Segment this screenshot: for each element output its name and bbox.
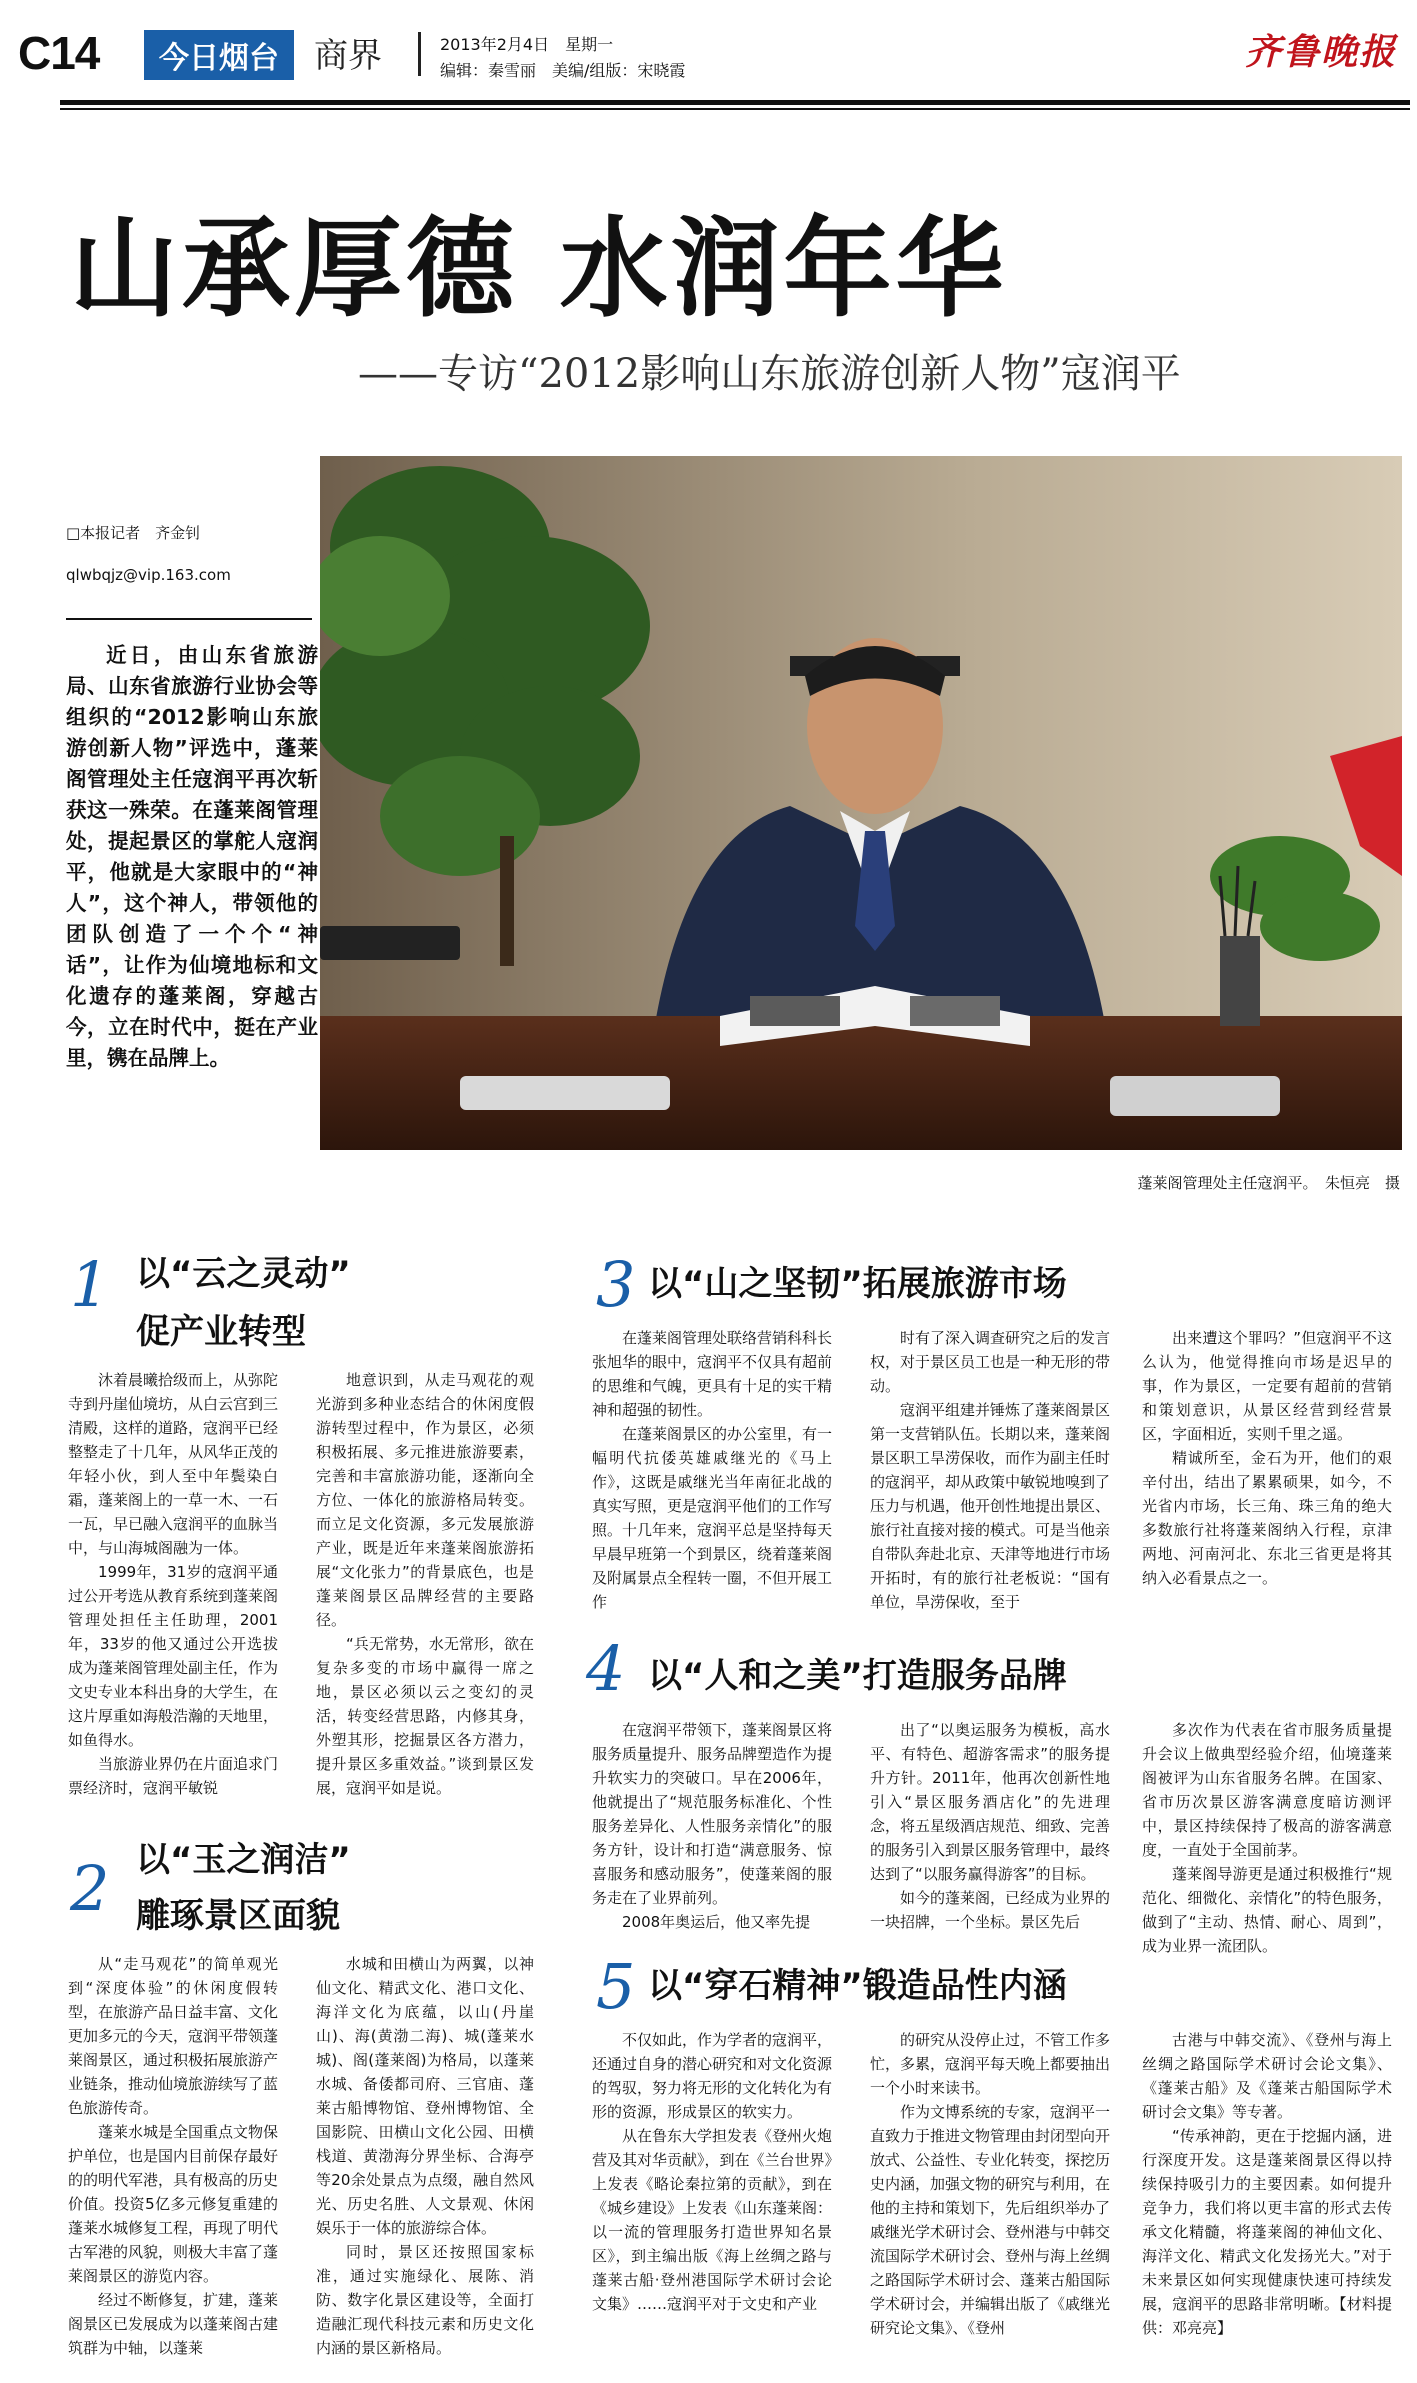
header-rule-thick	[60, 100, 1410, 105]
section-5-column-3	[1142, 2028, 1392, 2340]
section-2-column-2	[316, 1952, 534, 2360]
paragraph: 如今的蓬莱阁，已经成为业界的一块招牌，一个坐标。景区先后	[870, 1889, 1111, 1931]
section-2-number: 2	[70, 1852, 110, 1925]
section-5-column-1	[592, 2028, 832, 2316]
editors-credit: 编辑：秦雪丽 美编/组版：宋晓霞	[440, 61, 686, 80]
paragraph: 多次作为代表在省市服务质量提升会议上做典型经验介绍，仙境蓬莱阁被评为山东省服务名牌。在国家、省市历次景区游客满意度暗访测评中，景区持续保持了极高的游客满意度，一直处于全国前茅。	[1142, 1721, 1392, 1859]
section-4-column-1	[592, 1718, 832, 1934]
section-4-column-2	[870, 1718, 1110, 1934]
paragraph: 在蓬莱阁景区的办公室里，有一幅明代抗倭英雄戚继光的《马上作》，这既是戚继光当年南征北战的真实写照，更是寇润平他们的工作写照。十几年来，寇润平总是坚持每天早晨早班第一个到景区，绕着蓬莱阁及附属景点全程转一圈，不但开展工作	[592, 1425, 833, 1611]
paragraph: 在寇润平带领下，蓬莱阁景区将服务质量提升、服务品牌塑造作为提升软实力的突破口。早在2006年，他就提出了“规范服务标准化、个性服务差异化、人性服务亲情化”的服务方针，设计和打造“满意服务、惊喜服务和感动服务”，使蓬莱阁的服务走在了业界前列。	[592, 1721, 833, 1907]
paragraph: 经过不断修复，扩建，蓬莱阁景区已发展成为以蓬莱阁古建筑群为中轴，以蓬莱	[68, 2291, 279, 2357]
paragraph: 水城和田横山为两翼，以神仙文化、精武文化、港口文化、海洋文化为底蕴，以山(丹崖山)、海(黄渤二海)、城(蓬莱水城)、阁(蓬莱阁)为格局，以蓬莱水城、备倭都司府、三官庙、蓬莱古船博物馆、登州博物馆、全国影院、田横山文化公园、田横栈道、黄渤海分界坐标、合海亭等20余处景点为点缀，融自然风光、历史名胜、人文景观、休闲娱乐于一体的旅游综合体。	[316, 1955, 534, 2237]
section-1-title-line1: 以“云之灵动”	[136, 1254, 351, 1294]
paragraph: 当旅游业界仍在片面追求门票经济时，寇润平敏锐	[68, 1755, 279, 1797]
byline: □本报记者 齐金钊	[66, 524, 201, 542]
paragraph: 蓬莱水城是全国重点文物保护单位，也是国内目前保存最好的的明代军港，具有极高的历史价值。投资5亿多元修复重建的蓬莱水城修复工程，再现了明代古军港的风貌，则极大丰富了蓬莱阁景区的游览内容。	[68, 2123, 279, 2285]
portrait-photo	[320, 456, 1402, 1150]
paragraph: 从在鲁东大学担发表《登州火炮营及其对华贡献》，到在《兰台世界》上发表《略论秦拉第的贡献》，到在《城乡建设》上发表《山东蓬莱阁：以一流的管理服务打造世界知名景区》，到主编出版《海上丝绸之路与蓬莱古船·登州港国际学术研讨会论文集》……寇润平对于文史和产业	[592, 2127, 833, 2313]
reporter-email: qlwbqjz@vip.163.com	[66, 566, 231, 584]
paragraph: “兵无常势，水无常形，欲在复杂多变的市场中赢得一席之地，景区必须以云之变幻的灵活，转变经营思路，内修其身，外塑其形，挖掘景区各方潜力，提升景区多重效益。”谈到景区发展，寇润平如是说。	[316, 1635, 534, 1797]
paragraph: 同时，景区还按照国家标准，通过实施绿化、展陈、消防、数字化景区建设等，全面打造融汇现代科技元素和历史文化内涵的景区新格局。	[316, 2243, 534, 2357]
paragraph: 在蓬莱阁管理处联络营销科科长张旭华的眼中，寇润平不仅具有超前的思维和气魄，更具有十足的实干精神和超强的韧性。	[592, 1329, 833, 1419]
section-2-title-line1: 以“玉之润洁”	[136, 1840, 351, 1880]
section-3-column-3	[1142, 1326, 1392, 1590]
page-number: C14	[18, 27, 100, 79]
paragraph: 精诚所至，金石为开，他们的艰辛付出，结出了累累硕果，如今，不光省内市场，长三角、珠三角的绝大多数旅行社将蓬莱阁纳入行程，京津两地、河南河北、东北三省更是将其纳入必看景点之一。	[1142, 1449, 1392, 1587]
header-rule-thin	[60, 108, 1410, 110]
paragraph: 蓬莱阁导游更是通过积极推行“规范化、细微化、亲情化”的特色服务，做到了“主动、热情、耐心、周到”，成为业界一流团队。	[1142, 1865, 1392, 1955]
paragraph: 地意识到，从走马观花的观光游到多种业态结合的休闲度假游转型过程中，作为景区，必须积极拓展、多元推进旅游要素，完善和丰富旅游功能，逐渐向全方位、一体化的旅游格局转变。而立足文化资源，多元发展旅游产业，既是近年来蓬莱阁旅游拓展“文化张力”的背景底色，也是蓬莱阁景区品牌经营的主要路径。	[316, 1371, 534, 1629]
paragraph: 古港与中韩交流》、《登州与海上丝绸之路国际学术研讨会论文集》、《蓬莱古船》及《蓬莱古船国际学术研讨会文集》等专著。	[1142, 2031, 1392, 2121]
section-3-title: 以“山之坚韧”拓展旅游市场	[648, 1264, 1067, 1304]
photo-caption: 蓬莱阁管理处主任寇润平。 朱恒亮 摄	[1137, 1174, 1400, 1192]
paragraph: “传承神韵，更在于挖掘内涵，进行深度开发。这是蓬莱阁景区得以持续保持吸引力的主要因素。如何提升竞争力，我们将以更丰富的形式去传承文化精髓，将蓬莱阁的神仙文化、海洋文化、精武文化发扬光大。”对于未来景区如何实现健康快速可持续发展，寇润平的思路非常明晰。【材料提供：邓亮亮】	[1142, 2127, 1392, 2337]
paragraph: 时有了深入调查研究之后的发言权，对于景区员工也是一种无形的带动。	[870, 1329, 1111, 1395]
section-1-title-line2: 促产业转型	[136, 1312, 306, 1352]
section-4-number: 4	[586, 1632, 626, 1705]
paragraph: 的研究从没停止过，不管工作多忙，多累，寇润平每天晚上都要抽出一个小时来读书。	[870, 2031, 1111, 2097]
paragraph: 2008年奥运后，他又率先提	[622, 1913, 811, 1931]
paragraph: 不仅如此，作为学者的寇润平，还通过自身的潜心研究和对文化资源的驾驭，努力将无形的文化转化为有形的资源，形成景区的软实力。	[592, 2031, 833, 2121]
section-4-column-3	[1142, 1718, 1392, 1958]
paragraph: 寇润平组建并锤炼了蓬莱阁景区第一支营销队伍。长期以来，蓬莱阁景区职工旱涝保收，而作为副主任时的寇润平，却从政策中敏锐地嗅到了压力与机遇，他开创性地提出景区、旅行社直接对接的模式。可是当他亲自带队奔赴北京、天津等地进行市场开拓时，有的旅行社老板说：“国有单位，旱涝保收，至于	[870, 1401, 1111, 1611]
section-1-number: 1	[70, 1248, 110, 1321]
paragraph: 1999年，31岁的寇润平通过公开考选从教育系统到蓬莱阁管理处担任主任助理，2001年，33岁的他又通过公开选拔成为蓬莱阁管理处副主任，作为文史专业本科出身的大学生，在这片厚重如海般浩瀚的天地里，如鱼得水。	[68, 1563, 279, 1749]
section-1-column-1	[68, 1368, 278, 1800]
header-divider	[418, 32, 421, 76]
section-2-column-1	[68, 1952, 278, 2360]
section-1-column-2	[316, 1368, 534, 1800]
paragraph: 出了“以奥运服务为模板，高水平、有特色、超游客需求”的服务提升方针。2011年，他再次创新性地引入“景区服务酒店化”的先进理念，将五星级酒店规范、细致、完善的服务引入到景区服务管理中，最终达到了“以服务赢得游客”的目标。	[870, 1721, 1111, 1883]
paragraph: 出来遭这个罪吗？”但寇润平不这么认为，他觉得推向市场是迟早的事，作为景区，一定要有超前的营销和策划意识，从景区经营到经营景区，字面相近，实则千里之遥。	[1142, 1329, 1392, 1443]
subheadline: ——专访“2012影响山东旅游创新人物”寇润平	[358, 351, 1181, 397]
portrait-photo-illustration	[320, 456, 1402, 1150]
issue-date: 2013年2月4日 星期一	[440, 35, 614, 54]
paragraph: 从“走马观花”的简单观光到“深度体验”的休闲度假转型，在旅游产品日益丰富、文化更加多元的今天，寇润平带领蓬莱阁景区，通过积极拓展旅游产业链条，推动仙境旅游续写了蓝色旅游传奇。	[68, 1955, 279, 2117]
section-4-title: 以“人和之美”打造服务品牌	[648, 1656, 1067, 1696]
section-3-column-2	[870, 1326, 1110, 1614]
section-3-number: 3	[596, 1248, 636, 1321]
section-5-title: 以“穿石精神”锻造品性内涵	[648, 1966, 1067, 2006]
lead-rule	[66, 618, 312, 620]
section-5-number: 5	[596, 1950, 636, 2023]
paragraph: 作为文博系统的专家，寇润平一直致力于推进文物管理由封闭型向开放式、公益性、专业化转变，探挖历史内涵，加强文物的研究与利用，在他的主持和策划下，先后组织举办了戚继光学术研讨会、登州港与中韩交流国际学术研讨会、登州与海上丝绸之路国际学术研讨会、蓬莱古船国际学术研讨会，并编辑出版了《戚继光研究论文集》、《登州	[870, 2103, 1111, 2337]
section-2-title-line2: 雕琢景区面貌	[136, 1896, 340, 1936]
newspaper-logo: 齐鲁晚报	[1245, 31, 1398, 73]
section-5-column-2	[870, 2028, 1110, 2340]
lead-paragraph: 近日，由山东省旅游局、山东省旅游行业协会等组织的“2012影响山东旅游创新人物”评选中，蓬莱阁管理处主任寇润平再次斩获这一殊荣。在蓬莱阁管理处，提起景区的掌舵人寇润平，他就是大家眼中的“神人”，这个神人，带领他的团队创造了一个个“神话”，让作为仙境地标和文化遗存的蓬莱阁，穿越古今，立在时代中，挺在产业里，镌在品牌上。	[66, 643, 318, 1070]
section-3-column-1	[592, 1326, 832, 1614]
section-name: 商界	[314, 36, 382, 76]
paragraph: 沐着晨曦拾级而上，从弥陀寺到丹崖仙境坊，从白云宫到三清殿，这样的道路，寇润平已经整整走了十几年，从风华正茂的年轻小伙，到人至中年鬓染白霜，蓬莱阁上的一草一木、一石一瓦，早已融入寇润平的血脉当中，与山海城阁融为一体。	[68, 1371, 279, 1557]
headline: 山承厚德 水润年华	[70, 207, 1008, 332]
section-tag: 今日烟台	[144, 30, 294, 80]
